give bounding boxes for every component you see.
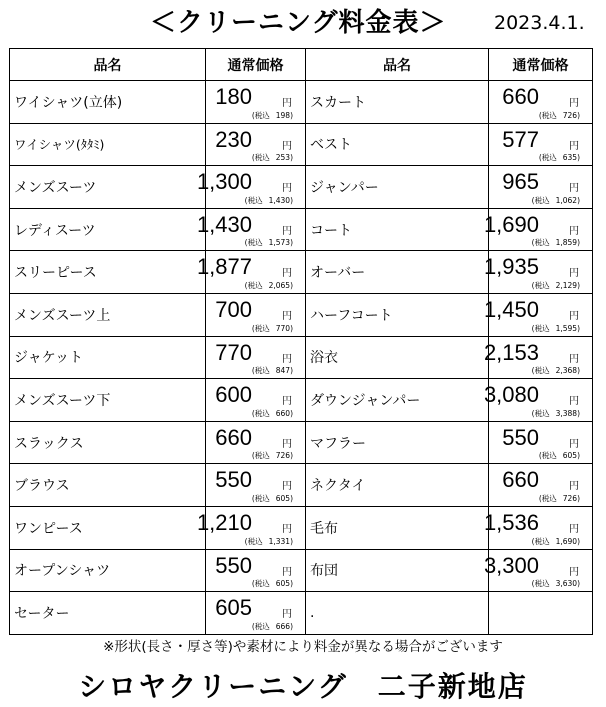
item-price-left [206, 81, 306, 124]
item-price-right [483, 379, 593, 422]
tax-included-label: (税込 [538, 451, 557, 461]
regular-price: 3,300 [483, 552, 539, 578]
tax-included-price [245, 280, 293, 291]
regular-price: 1,877 [196, 254, 252, 280]
tax-included-value: 253) [275, 153, 293, 163]
tax-included-price [252, 493, 293, 504]
item-price-right [489, 123, 593, 166]
yen-unit: 円 [282, 353, 292, 365]
regular-price: 2,153 [483, 339, 539, 365]
item-price-right [483, 549, 593, 592]
tax-included-price [532, 195, 580, 206]
yen-unit: 円 [569, 98, 579, 109]
price-table [9, 48, 593, 635]
item-name-left: レディスーツ [10, 208, 206, 251]
tax-included-label: (税込 [244, 195, 263, 205]
item-price-left [206, 464, 306, 507]
tax-included-price [245, 195, 293, 206]
tax-included-value: 1,062) [555, 195, 580, 205]
tax-included-price [252, 365, 293, 376]
item-name-left: セーター [10, 592, 206, 635]
header-price-right: 通常価格 [489, 49, 593, 81]
regular-price: 1,935 [483, 254, 539, 280]
regular-price: 550 [215, 467, 252, 493]
table-row [10, 251, 593, 294]
tax-included-price [252, 152, 293, 163]
tax-included-label: (税込 [251, 493, 270, 503]
regular-price: 230 [215, 126, 252, 152]
item-price-right [483, 293, 593, 336]
item-name-right: コート [306, 208, 489, 251]
tax-included-price [252, 323, 293, 334]
item-name-right: 浴衣 [306, 336, 489, 379]
tax-included-label: (税込 [531, 195, 550, 205]
item-price-left [196, 251, 306, 294]
header-item-name-left: 品名 [10, 49, 206, 81]
table-row [10, 506, 593, 549]
item-name-left: ワンピース [10, 506, 206, 549]
item-name-left: スリーピース [10, 251, 206, 294]
tax-included-label: (税込 [251, 579, 270, 589]
tax-included-value: 1,690) [555, 536, 580, 546]
item-name-left: ワイシャツ(ﾀﾀﾐ) [10, 123, 206, 166]
tax-included-label: (税込 [251, 153, 270, 163]
tax-included-price [252, 450, 293, 461]
yen-unit: 円 [282, 438, 292, 450]
yen-unit: 円 [282, 98, 292, 109]
item-name-right: スカート [306, 81, 489, 124]
tax-included-value: 2,129) [555, 280, 580, 290]
item-name-right: ジャンパー [306, 166, 489, 209]
item-name-right: オーバー [306, 251, 489, 294]
tax-included-price [252, 110, 293, 121]
yen-unit: 円 [569, 566, 579, 578]
yen-unit: 円 [569, 183, 579, 195]
tax-included-label: (税込 [531, 579, 550, 589]
item-name-left: メンズスーツ上 [10, 293, 206, 336]
item-name-right: ハーフコート [306, 293, 489, 336]
tax-included-label: (税込 [251, 621, 270, 631]
regular-price: 1,690 [483, 211, 539, 237]
tax-included-value: 3,630) [555, 579, 580, 589]
tax-included-value: 605) [275, 493, 293, 503]
item-price-right [489, 166, 593, 209]
table-row [10, 464, 593, 507]
yen-unit: 円 [569, 310, 579, 322]
yen-unit: 円 [282, 396, 292, 408]
regular-price: 1,450 [483, 296, 539, 322]
item-price-left [206, 592, 306, 635]
tax-included-price [252, 408, 293, 419]
tax-included-price [245, 237, 293, 248]
tax-included-value: 770) [275, 323, 293, 333]
tax-included-price [539, 152, 580, 163]
table-row [10, 592, 593, 635]
tax-included-label: (税込 [244, 280, 263, 290]
tax-included-value: 635) [562, 153, 580, 163]
item-name-right: 布団 [306, 549, 489, 592]
yen-unit: 円 [569, 438, 579, 450]
table-header-row [10, 49, 593, 81]
item-name-right: 毛布 [306, 506, 489, 549]
tax-included-label: (税込 [244, 238, 263, 248]
tax-included-price [252, 578, 293, 589]
regular-price: 1,300 [196, 169, 252, 195]
tax-included-price [532, 408, 580, 419]
item-name-left: オープンシャツ [10, 549, 206, 592]
yen-unit: 円 [282, 183, 292, 195]
tax-included-value: 726) [562, 110, 580, 120]
table-row [10, 293, 593, 336]
tax-included-price [252, 621, 293, 632]
tax-included-price [532, 578, 580, 589]
yen-unit: 円 [569, 268, 579, 280]
regular-price: 3,080 [483, 382, 539, 408]
tax-included-value: 605) [562, 451, 580, 461]
table-row [10, 166, 593, 209]
table-row [10, 421, 593, 464]
tax-included-value: 847) [275, 366, 293, 376]
yen-unit: 円 [569, 353, 579, 365]
item-name-right: . [306, 592, 489, 635]
item-price-left [206, 293, 306, 336]
tax-included-value: 1,573) [268, 238, 293, 248]
tax-included-value: 660) [275, 408, 293, 418]
tax-included-price [539, 110, 580, 121]
item-price-left [196, 506, 306, 549]
yen-unit: 円 [282, 566, 292, 578]
item-price-left [206, 549, 306, 592]
yen-unit: 円 [569, 140, 579, 152]
yen-unit: 円 [282, 523, 292, 535]
tax-included-value: 1,331) [268, 536, 293, 546]
regular-price: 180 [215, 84, 252, 109]
item-price-right [489, 592, 593, 635]
tax-included-label: (税込 [251, 366, 270, 376]
tax-included-label: (税込 [538, 110, 557, 120]
table-row [10, 123, 593, 166]
tax-included-label: (税込 [251, 451, 270, 461]
item-price-right [483, 251, 593, 294]
item-name-right: ベスト [306, 123, 489, 166]
tax-included-price [539, 493, 580, 504]
item-name-left: ジャケット [10, 336, 206, 379]
item-price-left [196, 208, 306, 251]
header-price-left: 通常価格 [206, 49, 306, 81]
table-row [10, 379, 593, 422]
tax-included-price [532, 323, 580, 334]
regular-price: 770 [215, 339, 252, 365]
regular-price: 550 [215, 552, 252, 578]
yen-unit: 円 [569, 523, 579, 535]
item-price-right [483, 336, 593, 379]
tax-included-label: (税込 [538, 153, 557, 163]
yen-unit: 円 [282, 225, 292, 237]
yen-unit: 円 [569, 396, 579, 408]
regular-price: 660 [215, 424, 252, 450]
table-row [10, 208, 593, 251]
yen-unit: 円 [282, 481, 292, 493]
tax-included-price [532, 536, 580, 547]
tax-included-value: 3,388) [555, 408, 580, 418]
regular-price: 1,430 [196, 211, 252, 237]
item-name-left: メンズスーツ [10, 166, 206, 209]
header-item-name-right: 品名 [306, 49, 489, 81]
tax-included-label: (税込 [531, 238, 550, 248]
tax-included-value: 2,368) [555, 366, 580, 376]
item-name-left: ブラウス [10, 464, 206, 507]
tax-included-label: (税込 [244, 536, 263, 546]
item-name-left: メンズスーツ下 [10, 379, 206, 422]
tax-included-label: (税込 [251, 408, 270, 418]
tax-included-value: 1,595) [555, 323, 580, 333]
item-price-left [206, 123, 306, 166]
tax-included-label: (税込 [531, 536, 550, 546]
tax-included-value: 726) [562, 493, 580, 503]
item-name-right: ネクタイ [306, 464, 489, 507]
pricing-note: ※形状(長さ・厚さ等)や素材により料金が異なる場合がございます [103, 639, 503, 655]
yen-unit: 円 [282, 609, 292, 621]
tax-included-label: (税込 [531, 323, 550, 333]
regular-price: 700 [215, 296, 252, 322]
page-header [0, 2, 606, 38]
tax-included-value: 605) [275, 579, 293, 589]
item-price-left [206, 379, 306, 422]
tax-included-label: (税込 [251, 110, 270, 120]
regular-price: 1,210 [196, 509, 252, 535]
regular-price: 1,536 [483, 509, 539, 535]
item-price-right [489, 81, 593, 124]
yen-unit: 円 [569, 481, 579, 493]
yen-unit: 円 [569, 225, 579, 237]
tax-included-label: (税込 [531, 280, 550, 290]
regular-price: 600 [215, 382, 252, 408]
regular-price: 660 [502, 84, 539, 109]
regular-price: 550 [502, 424, 539, 450]
item-price-left [206, 421, 306, 464]
item-price-right [489, 421, 593, 464]
tax-included-label: (税込 [251, 323, 270, 333]
table-row [10, 549, 593, 592]
item-price-right [483, 208, 593, 251]
regular-price: 660 [502, 467, 539, 493]
regular-price: 577 [502, 126, 539, 152]
tax-included-price [532, 365, 580, 376]
item-name-right: マフラー [306, 421, 489, 464]
tax-included-label: (税込 [531, 408, 550, 418]
yen-unit: 円 [282, 310, 292, 322]
item-price-right [489, 464, 593, 507]
yen-unit: 円 [282, 268, 292, 280]
item-price-left [206, 336, 306, 379]
tax-included-price [245, 536, 293, 547]
yen-unit: 円 [282, 140, 292, 152]
item-name-left: ワイシャツ(立体) [10, 81, 206, 124]
tax-included-value: 1,430) [268, 195, 293, 205]
tax-included-label: (税込 [531, 366, 550, 376]
tax-included-value: 726) [275, 451, 293, 461]
tax-included-price [532, 237, 580, 248]
tax-included-value: 1,859) [555, 238, 580, 248]
effective-date: 2023.4.1. [494, 12, 585, 34]
item-price-left [196, 166, 306, 209]
tax-included-value: 666) [275, 621, 293, 631]
tax-included-value: 198) [275, 110, 293, 120]
tax-included-price [532, 280, 580, 291]
tax-included-label: (税込 [538, 493, 557, 503]
regular-price: 605 [215, 595, 252, 621]
table-row [10, 81, 593, 124]
item-price-right [483, 506, 593, 549]
table-row [10, 336, 593, 379]
regular-price: 965 [502, 169, 539, 195]
shop-name: シロヤクリーニング 二子新地店 [78, 670, 528, 703]
item-name-left: スラックス [10, 421, 206, 464]
tax-included-value: 2,065) [268, 280, 293, 290]
tax-included-price [539, 450, 580, 461]
item-name-right: ダウンジャンパー [306, 379, 489, 422]
page-title: ＜クリーニング料金表＞ [150, 8, 447, 38]
